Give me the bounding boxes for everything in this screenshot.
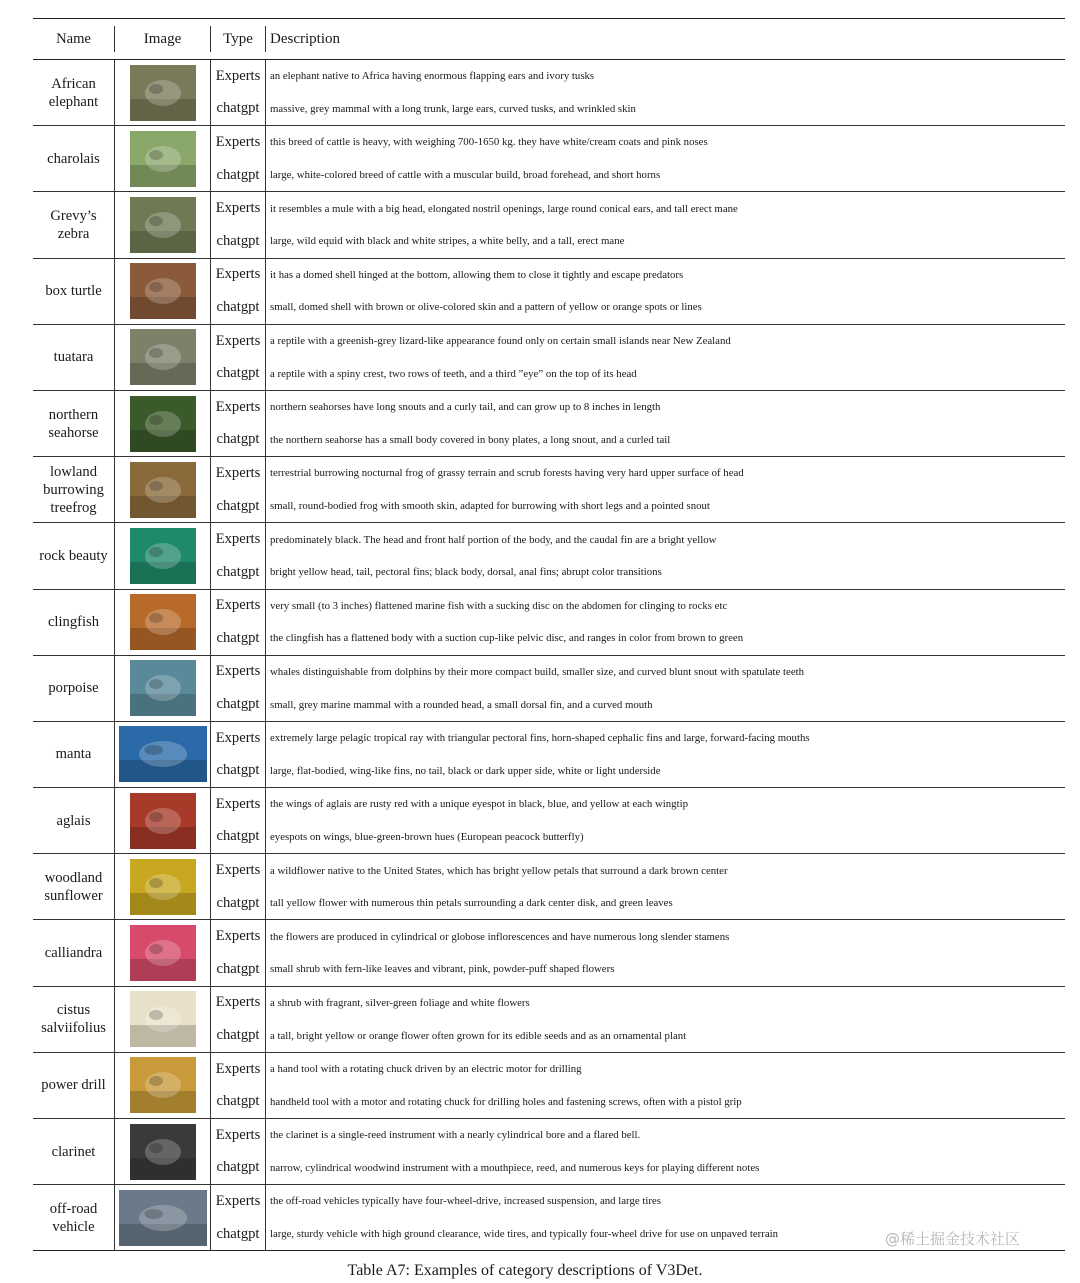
chatgpt-description: small, grey marine mammal with a rounded head, a small dorsal fin, and a curved mouth — [270, 698, 653, 711]
category-name: charolais — [33, 126, 115, 191]
table-row — [33, 259, 1065, 325]
table-row — [33, 391, 1065, 457]
elephant-photo-icon — [130, 65, 196, 121]
chatgpt-description: a tall, bright yellow or orange flower often grown for its edible seeds and as an ornamental plant — [270, 1029, 687, 1042]
type-experts: Experts — [215, 597, 261, 614]
clingfish-photo-icon — [130, 594, 196, 650]
category-image — [115, 788, 211, 853]
chatgpt-description: small, domed shell with brown or olive-colored skin and a pattern of yellow or orange spots or lines — [270, 301, 702, 314]
description-cell — [266, 259, 1065, 324]
table-row — [33, 722, 1065, 788]
category-name: northern seahorse — [33, 391, 115, 456]
type-cell — [211, 788, 266, 853]
category-name: power drill — [33, 1053, 115, 1118]
type-experts: Experts — [215, 332, 261, 349]
category-image — [115, 259, 211, 324]
type-experts: Experts — [215, 1060, 261, 1077]
experts-description: northern seahorses have long snouts and a curly tail, and can grow up to 8 inches in length — [270, 401, 661, 414]
experts-description: the clarinet is a single-reed instrument with a nearly cylindrical bore and a flared bell. — [270, 1129, 641, 1142]
category-image — [115, 1185, 211, 1250]
category-image — [115, 391, 211, 456]
description-cell — [266, 1119, 1065, 1184]
type-experts: Experts — [215, 729, 261, 746]
experts-description: the flowers are produced in cylindrical or globose inflorescences and have numerous long slender stamens — [270, 930, 730, 943]
type-cell — [211, 656, 266, 721]
category-image — [115, 920, 211, 985]
chatgpt-description: large, white-colored breed of cattle with a muscular build, broad forehead, and short horns — [270, 169, 661, 182]
table-header — [33, 19, 1065, 60]
experts-description: predominately black. The head and front half portion of the body, and the caudal fin are a bright yellow — [270, 533, 717, 546]
type-chatgpt: chatgpt — [216, 1093, 260, 1110]
type-chatgpt: chatgpt — [216, 696, 260, 713]
chatgpt-description: large, wild equid with black and white stripes, a white belly, and a tall, erect mane — [270, 235, 625, 248]
description-cell — [266, 457, 1065, 522]
category-image — [115, 523, 211, 588]
type-cell — [211, 192, 266, 257]
chatgpt-description: the clingfish has a flattened body with a suction cup-like pelvic disc, and ranges in color from brown to green — [270, 632, 744, 645]
category-image — [115, 1119, 211, 1184]
table-row — [33, 590, 1065, 656]
chatgpt-description: the northern seahorse has a small body covered in bony plates, a long snout, and a curled tail — [270, 433, 671, 446]
experts-description: a reptile with a greenish-grey lizard-like appearance found only on certain small islands near New Zealand — [270, 335, 731, 348]
description-cell — [266, 192, 1065, 257]
type-chatgpt: chatgpt — [216, 431, 260, 448]
type-chatgpt: chatgpt — [216, 232, 260, 249]
header-description: Description — [270, 30, 340, 47]
experts-description: the off-road vehicles typically have four-wheel-drive, increased suspension, and large tires — [270, 1195, 661, 1208]
description-cell — [266, 854, 1065, 919]
type-chatgpt: chatgpt — [216, 298, 260, 315]
table-row — [33, 192, 1065, 258]
table-body — [33, 60, 1065, 1251]
type-experts: Experts — [215, 1126, 261, 1143]
type-cell — [211, 259, 266, 324]
category-name: cistus salviifolius — [33, 987, 115, 1052]
type-experts: Experts — [215, 398, 261, 415]
type-chatgpt: chatgpt — [216, 100, 260, 117]
category-image — [115, 722, 211, 787]
description-cell — [266, 523, 1065, 588]
table-caption: Table A7: Examples of category descriptions of V3Det. — [347, 1262, 703, 1279]
category-image — [115, 987, 211, 1052]
table-row — [33, 920, 1065, 986]
table-row — [33, 457, 1065, 523]
table-row — [33, 987, 1065, 1053]
type-cell — [211, 722, 266, 787]
type-experts: Experts — [215, 531, 261, 548]
category-name: Grevy’s zebra — [33, 192, 115, 257]
category-name: tuatara — [33, 325, 115, 390]
category-name: clarinet — [33, 1119, 115, 1184]
category-image — [115, 192, 211, 257]
type-cell — [211, 391, 266, 456]
type-cell — [211, 1185, 266, 1250]
type-cell — [211, 590, 266, 655]
category-image — [115, 325, 211, 390]
experts-description: very small (to 3 inches) flattened marine fish with a sucking disc on the abdomen for clinging to rocks etc — [270, 599, 728, 612]
type-chatgpt: chatgpt — [216, 894, 260, 911]
category-image — [115, 590, 211, 655]
experts-description: extremely large pelagic tropical ray with triangular pectoral fins, horn-shaped cephalic fins and large, forward-facing mouths — [270, 732, 810, 745]
header-image: Image — [115, 26, 211, 52]
type-cell — [211, 60, 266, 125]
turtle-photo-icon — [130, 263, 196, 319]
table-row — [33, 1119, 1065, 1185]
type-experts: Experts — [215, 994, 261, 1011]
category-image — [115, 126, 211, 191]
category-image — [115, 60, 211, 125]
header-name: Name — [33, 26, 115, 52]
fish-photo-icon — [130, 528, 196, 584]
type-experts: Experts — [215, 67, 261, 84]
experts-description: a shrub with fragrant, silver-green foliage and white flowers — [270, 996, 530, 1009]
manta-photo-icon — [119, 726, 207, 782]
cattle-photo-icon — [130, 131, 196, 187]
type-chatgpt: chatgpt — [216, 629, 260, 646]
category-image — [115, 457, 211, 522]
frog-photo-icon — [130, 462, 196, 518]
table-row — [33, 1053, 1065, 1119]
experts-description: a wildflower native to the United States, which has bright yellow petals that surround a dark brown center — [270, 864, 728, 877]
chatgpt-description: a reptile with a spiny crest, two rows of teeth, and a third ”eye” on the top of its head — [270, 367, 637, 380]
type-chatgpt: chatgpt — [216, 828, 260, 845]
category-image — [115, 854, 211, 919]
type-experts: Experts — [215, 464, 261, 481]
chatgpt-description: eyespots on wings, blue-green-brown hues (European peacock butterfly) — [270, 830, 584, 843]
description-cell — [266, 788, 1065, 853]
clarinet-photo-icon — [130, 1124, 196, 1180]
table-row — [33, 126, 1065, 192]
description-cell — [266, 1053, 1065, 1118]
type-chatgpt: chatgpt — [216, 563, 260, 580]
calliandra-photo-icon — [130, 925, 196, 981]
experts-description: the wings of aglais are rusty red with a unique eyespot in black, blue, and yellow at each wingtip — [270, 798, 688, 811]
type-experts: Experts — [215, 266, 261, 283]
table-row — [33, 788, 1065, 854]
experts-description: an elephant native to Africa having enormous flapping ears and ivory tusks — [270, 70, 595, 83]
type-experts: Experts — [215, 1192, 261, 1209]
description-cell — [266, 325, 1065, 390]
description-table — [33, 18, 1065, 1251]
category-name: rock beauty — [33, 523, 115, 588]
drill-photo-icon — [130, 1057, 196, 1113]
category-name: box turtle — [33, 259, 115, 324]
chatgpt-description: handheld tool with a motor and rotating chuck for drilling holes and fastening screws, often with a pistol grip — [270, 1095, 742, 1108]
type-cell — [211, 1053, 266, 1118]
table-row — [33, 325, 1065, 391]
type-cell — [211, 523, 266, 588]
table-row — [33, 60, 1065, 126]
chatgpt-description: bright yellow head, tail, pectoral fins; black body, dorsal, anal fins; abrupt color transitions — [270, 566, 662, 579]
cistus-photo-icon — [130, 991, 196, 1047]
type-experts: Experts — [215, 133, 261, 150]
description-cell — [266, 656, 1065, 721]
experts-description: it has a domed shell hinged at the bottom, allowing them to close it tightly and escape predators — [270, 268, 684, 281]
category-name: calliandra — [33, 920, 115, 985]
description-cell — [266, 391, 1065, 456]
experts-description: this breed of cattle is heavy, with weighing 700-1650 kg. they have white/cream coats and pink noses — [270, 136, 708, 149]
header-type: Type — [211, 26, 266, 52]
butterfly-photo-icon — [130, 793, 196, 849]
chatgpt-description: large, flat-bodied, wing-like fins, no tail, black or dark upper side, white or light underside — [270, 764, 661, 777]
category-name: off-road vehicle — [33, 1185, 115, 1250]
type-chatgpt: chatgpt — [216, 166, 260, 183]
type-experts: Experts — [215, 795, 261, 812]
description-cell — [266, 987, 1065, 1052]
category-name: porpoise — [33, 656, 115, 721]
category-name: aglais — [33, 788, 115, 853]
watermark: @稀土掘金技术社区 — [885, 1230, 1021, 1248]
type-experts: Experts — [215, 663, 261, 680]
category-name: clingfish — [33, 590, 115, 655]
sunflower-photo-icon — [130, 859, 196, 915]
category-image — [115, 1053, 211, 1118]
reptile-photo-icon — [130, 329, 196, 385]
porpoise-photo-icon — [130, 660, 196, 716]
chatgpt-description: narrow, cylindrical woodwind instrument with a mouthpiece, reed, and numerous keys for playing different notes — [270, 1161, 760, 1174]
type-cell — [211, 457, 266, 522]
table-row — [33, 656, 1065, 722]
chatgpt-description: small shrub with fern-like leaves and vibrant, pink, powder-puff shaped flowers — [270, 963, 615, 976]
type-chatgpt: chatgpt — [216, 1159, 260, 1176]
type-cell — [211, 126, 266, 191]
vehicle-photo-icon — [119, 1190, 207, 1246]
description-cell — [266, 126, 1065, 191]
type-chatgpt: chatgpt — [216, 1225, 260, 1242]
category-name: manta — [33, 722, 115, 787]
category-image — [115, 656, 211, 721]
chatgpt-description: massive, grey mammal with a long trunk, large ears, curved tusks, and wrinkled skin — [270, 102, 636, 115]
type-cell — [211, 854, 266, 919]
chatgpt-description: tall yellow flower with numerous thin petals surrounding a dark center disk, and green leaves — [270, 897, 673, 910]
description-cell — [266, 60, 1065, 125]
type-experts: Experts — [215, 862, 261, 879]
experts-description: whales distinguishable from dolphins by their more compact build, smaller size, and curved blunt snout with spatulate teeth — [270, 665, 805, 678]
type-chatgpt: chatgpt — [216, 960, 260, 977]
category-name: woodland sunflower — [33, 854, 115, 919]
type-cell — [211, 987, 266, 1052]
type-cell — [211, 325, 266, 390]
type-chatgpt: chatgpt — [216, 1027, 260, 1044]
type-experts: Experts — [215, 928, 261, 945]
seahorse-photo-icon — [130, 396, 196, 452]
type-chatgpt: chatgpt — [216, 497, 260, 514]
table-row — [33, 523, 1065, 589]
type-chatgpt: chatgpt — [216, 762, 260, 779]
type-cell — [211, 920, 266, 985]
chatgpt-description: small, round-bodied frog with smooth skin, adapted for burrowing with short legs and a pointed snout — [270, 500, 710, 513]
description-cell — [266, 590, 1065, 655]
type-cell — [211, 1119, 266, 1184]
zebra-photo-icon — [130, 197, 196, 253]
type-chatgpt: chatgpt — [216, 365, 260, 382]
chatgpt-description: large, sturdy vehicle with high ground clearance, wide tires, and typically four-wheel drive for use on unpaved terrain — [270, 1228, 779, 1241]
category-name: African elephant — [33, 60, 115, 125]
experts-description: terrestrial burrowing nocturnal frog of grassy terrain and scrub forests having very hard upper surface of head — [270, 467, 744, 480]
description-cell — [266, 722, 1065, 787]
experts-description: it resembles a mule with a big head, elongated nostril openings, large round conical ears, and tall erect mane — [270, 202, 738, 215]
category-name: lowland burrowing treefrog — [33, 457, 115, 522]
type-experts: Experts — [215, 200, 261, 217]
table-row — [33, 854, 1065, 920]
experts-description: a hand tool with a rotating chuck driven by an electric motor for drilling — [270, 1063, 582, 1076]
description-cell — [266, 920, 1065, 985]
